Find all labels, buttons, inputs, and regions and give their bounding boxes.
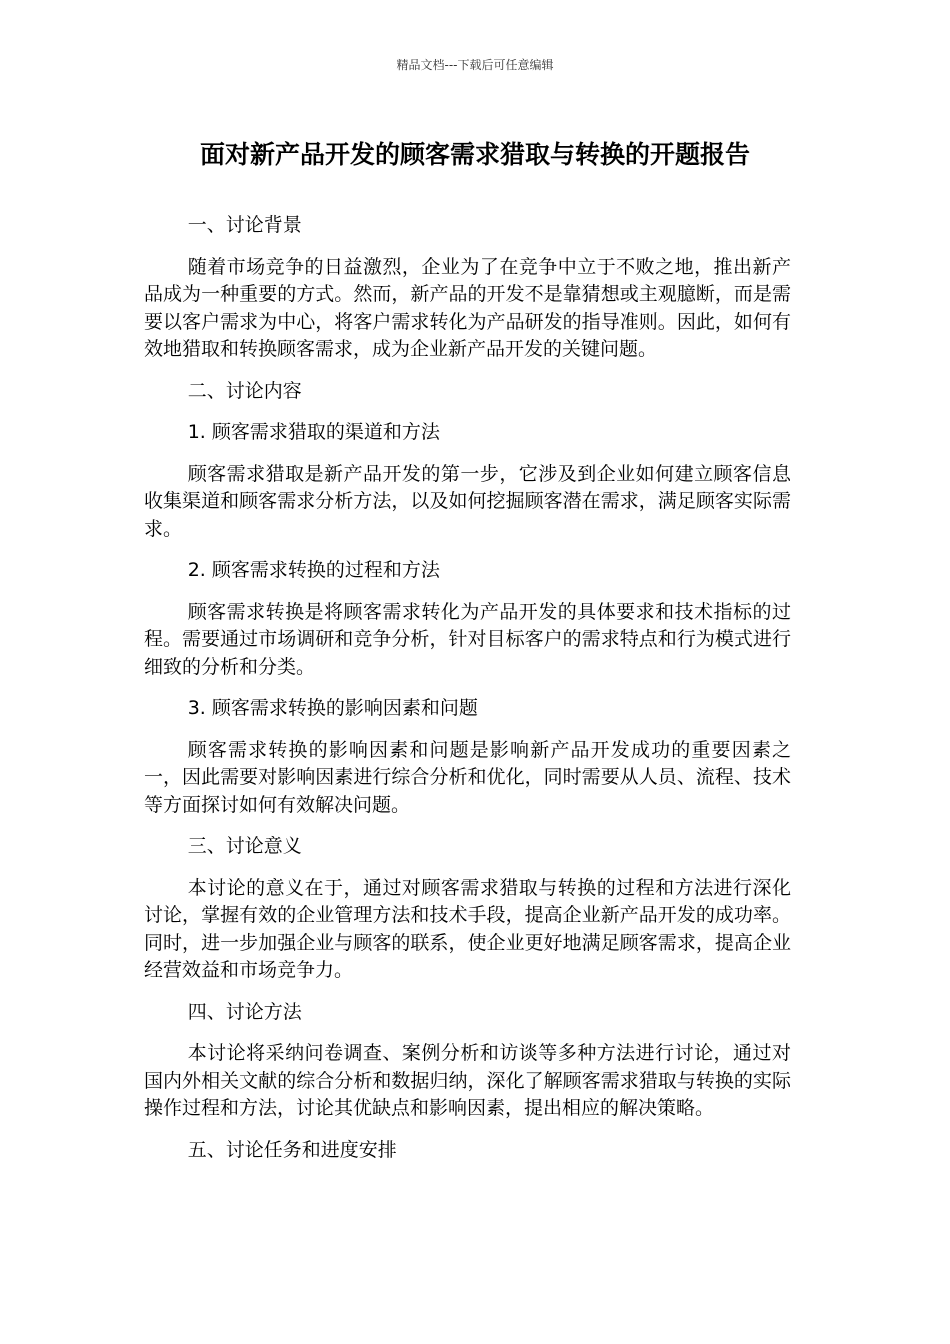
section-heading-content: 二、讨论内容: [187, 379, 302, 402]
paragraph-background: 随着市场竞争的日益激烈，企业为了在竞争中立于不败之地，推出新产品成为一种重要的方式。然而，新产品的开发不是靠猜想或主观臆断，而是需要以客户需求为中心，将客户需求转化为产品研发的指导准则。因此，如何有效地猎取和转换顾客需求，成为企业新产品开发的关键问题。: [144, 255, 791, 360]
subheading-conversion-process: 2. 顾客需求转换的过程和方法: [187, 559, 440, 581]
header-note: 精品文档---下载后可任意编辑: [396, 58, 554, 72]
section-heading-tasks-schedule: 五、讨论任务和进度安排: [187, 1138, 397, 1161]
paragraph-acquisition: 顾客需求猎取是新产品开发的第一步，它涉及到企业如何建立顾客信息收集渠道和顾客需求分析方法，以及如何挖掘顾客潜在需求，满足顾客实际需求。: [144, 462, 791, 540]
paragraph-factors: 顾客需求转换的影响因素和问题是影响新产品开发成功的重要因素之一，因此需要对影响因素进行综合分析和优化，同时需要从人员、流程、技术等方面探讨如何有效解决问题。: [144, 738, 791, 816]
paragraph-methods: 本讨论将采纳问卷调查、案例分析和访谈等多种方法进行讨论，通过对国内外相关文献的综合分析和数据归纳，深化了解顾客需求猎取与转换的实际操作过程和方法，讨论其优缺点和影响因素，提出相应的解决策略。: [144, 1042, 791, 1119]
section-heading-background: 一、讨论背景: [187, 214, 302, 236]
subheading-acquisition-channels: 1. 顾客需求猎取的渠道和方法: [187, 421, 440, 443]
subheading-influencing-factors: 3. 顾客需求转换的影响因素和问题: [187, 697, 478, 719]
document-title: 面对新产品开发的顾客需求猎取与转换的开题报告: [199, 140, 750, 169]
document-body: [144, 212, 791, 1178]
paragraph-significance: 本讨论的意义在于，通过对顾客需求猎取与转换的过程和方法进行深化讨论，掌握有效的企业管理方法和技术手段，提高企业新产品开发的成功率。同时，进一步加强企业与顾客的联系，使企业更好地满足顾客需求，提高企业经营效益和市场竞争力。: [144, 876, 791, 981]
section-heading-methods: 四、讨论方法: [187, 1000, 302, 1023]
section-heading-significance: 三、讨论意义: [187, 835, 302, 857]
paragraph-conversion: 顾客需求转换是将顾客需求转化为产品开发的具体要求和技术指标的过程。需要通过市场调研和竞争分析，针对目标客户的需求特点和行为模式进行细致的分析和分类。: [144, 600, 791, 678]
